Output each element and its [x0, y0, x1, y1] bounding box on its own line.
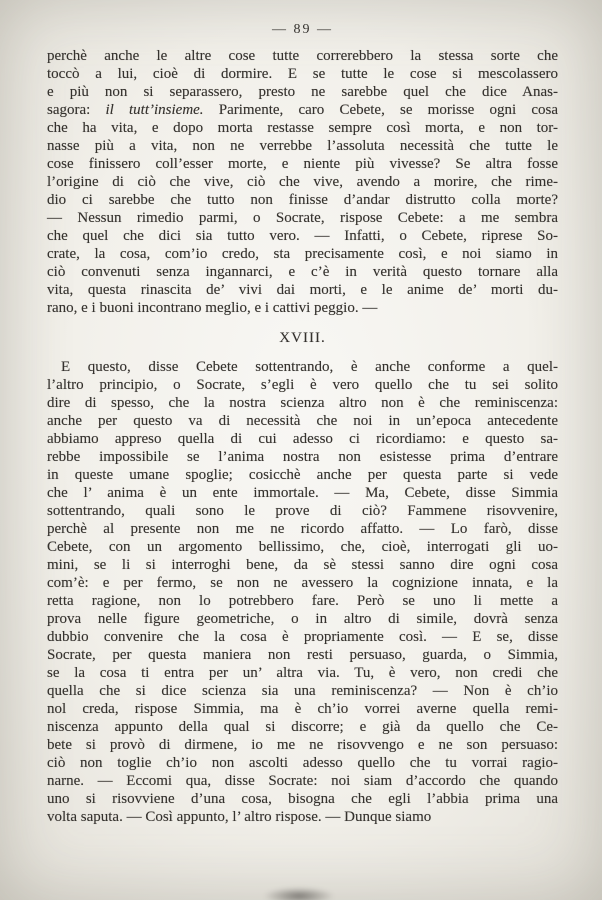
text-line: l’altro principio, o Socrate, s’egli è vero quello che tu sei solito	[47, 377, 558, 393]
text-line: vita, questa rinascita de’ vivi dai morti, e le anime de’ morti du-	[47, 282, 558, 298]
text-line: narne. — Eccomi qua, disse Socrate: noi siam d’accordo che quando	[47, 773, 558, 789]
text-line: dubbio convenire che la cosa è propriamente così. — E se, disse	[47, 629, 558, 645]
text-line: perchè anche le altre cose tutte correrebbero la stessa sorte che	[47, 48, 558, 64]
ink-smudge	[263, 887, 335, 900]
text-line: nol creda, rispose Simmia, ma è ch’io vorrei averne quella remi-	[47, 701, 558, 717]
text-line: anche per questo va di necessità che noi in un’epoca antecedente	[47, 413, 558, 429]
text-line: bete si provò di dirmene, io me ne risovvengo e ne son persuaso:	[47, 737, 558, 753]
page-content	[47, 22, 558, 826]
section-heading: XVIII.	[279, 330, 326, 346]
text-line: abbiamo appreso quella di cui adesso ci ricordiamo: e questo sa-	[47, 431, 558, 447]
text-line: retta ragione, non lo potrebbero fare. Però se uno li mette a	[47, 593, 558, 609]
text-line: ciò convenuti senza ingannarci, e c’è in verità questo tornare alla	[47, 264, 558, 280]
paragraph-2	[47, 358, 558, 826]
text-line: in queste umane spoglie; cosicchè anche per questa parte si vede	[47, 467, 558, 483]
text-line: e più non si separassero, presto ne sarebbe quel che dice Anas-	[47, 84, 558, 100]
text-line: volta saputa. — Così appunto, l’ altro rispose. — Dunque siamo	[47, 809, 432, 825]
text-line: mini, se li si interroghi bene, da sè stessi sanno dire ogni cosa	[47, 557, 558, 573]
text-line: com’è: e per fermo, se non ne avessero la cognizione innata, e la	[47, 575, 558, 591]
text-line: crate, la cosa, com’io credo, sta precisamente così, e noi siamo in	[47, 246, 558, 262]
text-line: sagora: il tutt’insieme. Parimente, caro Cebete, se morisse ogni cosa	[47, 102, 558, 118]
text-line: cose finissero coll’esser morte, e niente più vivesse? Se altra fosse	[47, 156, 558, 172]
text-line: dire di spesso, che la nostra scienza altro non è che reminiscenza:	[47, 395, 558, 411]
text-line: prova nelle figure geometriche, o in altro di simile, dovrà senza	[47, 611, 558, 627]
paragraph-1	[47, 47, 558, 317]
text-line: — Nessun rimedio parmi, o Socrate, rispose Cebete: a me sembra	[47, 210, 558, 226]
text-line: perchè al presente non me ne ricordo affatto. — Lo farò, disse	[47, 521, 558, 537]
text-line: nasse più a vita, non ne verrebbe l’assoluta necessità che tutte le	[47, 138, 558, 154]
page-number: — 89 —	[272, 22, 333, 37]
text-line: niscenza appunto della qual si discorre; e già da quello che Ce-	[47, 719, 558, 735]
text-line: uno si risovviene d’una cosa, bisogna che egli l’abbia prima una	[47, 791, 558, 807]
text-line: E questo, disse Cebete sottentrando, è anche conforme a quel-	[61, 359, 558, 375]
text-line: che ha vita, e dopo morta restasse sempre così morta, e non tor-	[47, 120, 558, 136]
text-line: sottentrando, quali sono le prove di ciò? Fammene risovvenire,	[47, 503, 558, 519]
text-line: Cebete, con un argomento bellissimo, che, cioè, interrogati gli uo-	[47, 539, 558, 555]
text-line: rebbe impossibile se l’anima nostra non esistesse prima d’entrare	[47, 449, 558, 465]
text-line: se la cosa ti entra per un’ altra via. Tu, è vero, non credi che	[47, 665, 558, 681]
text-line: Socrate, per questa maniera non resti persuaso, guarda, o Simmia,	[47, 647, 558, 663]
text-line: toccò a lui, cioè di dormire. E se tutte le cose si mescolassero	[47, 66, 558, 82]
text-line: ciò non toglie ch’io non ascolti adesso quello che tu vorrai ragio-	[47, 755, 558, 771]
text-line: rano, e i buoni incontrano meglio, e i cattivi peggio. —	[47, 300, 378, 316]
text-line: che l’ anima è un ente immortale. — Ma, Cebete, disse Simmia	[47, 485, 558, 501]
text-line: dio ci sarebbe che tutto non finisse d’andar distrutto colla morte?	[47, 192, 558, 208]
text-line: che quel che dici sia tutto vero. — Infatti, o Cebete, riprese So-	[47, 228, 558, 244]
text-line: l’origine di ciò che vive, ciò che vive, avendo a morire, che rime-	[47, 174, 558, 190]
text-line: quella che si dice scienza sia una reminiscenza? — Non è ch’io	[47, 683, 558, 699]
